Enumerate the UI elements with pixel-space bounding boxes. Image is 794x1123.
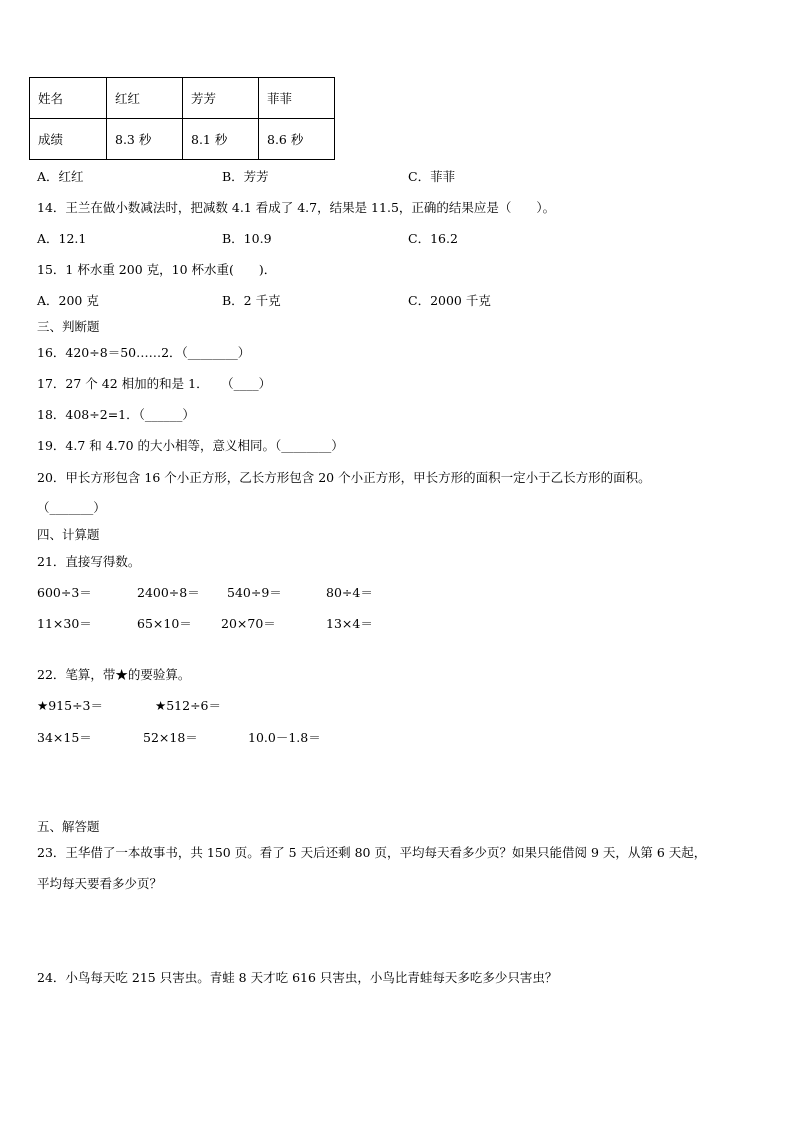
q20-text-line1: 20．甲长方形包含 16 个小正方形，乙长方形包含 20 个小正方形，甲长方形的面积一定小于乙长方形的面积。 bbox=[37, 470, 651, 485]
q13-option-c: C．菲菲 bbox=[408, 169, 456, 184]
q22-title: 22．笔算，带★的要验算。 bbox=[37, 667, 191, 682]
q21-item: 20×70＝ bbox=[221, 616, 276, 631]
q20-text-line2: （_______） bbox=[37, 500, 106, 515]
q21-item: 540÷9＝ bbox=[227, 585, 282, 600]
q14-option-a: A．12.1 bbox=[37, 231, 87, 246]
q13-option-b: B．芳芳 bbox=[222, 169, 269, 184]
q14-option-c: C．16.2 bbox=[408, 231, 458, 246]
q21-item: 11×30＝ bbox=[37, 616, 92, 631]
q22-item: ★512÷6＝ bbox=[155, 698, 221, 713]
q15-option-c: C．2000 千克 bbox=[408, 293, 491, 308]
table-cell: 芳芳 bbox=[183, 78, 259, 119]
q19-text: 19．4.7 和 4.70 的大小相等，意义相同。（________） bbox=[37, 438, 344, 453]
q21-item: 65×10＝ bbox=[137, 616, 192, 631]
q23-text-line1: 23．王华借了一本故事书，共 150 页。看了 5 天后还剩 80 页，平均每天看多少页？如果只能借阅 9 天，从第 6 天起， bbox=[37, 845, 707, 860]
table-row bbox=[30, 78, 335, 119]
table-cell: 8.6 秒 bbox=[259, 119, 335, 160]
q21-item: 2400÷8＝ bbox=[137, 585, 200, 600]
table-row bbox=[30, 119, 335, 160]
table-cell: 菲菲 bbox=[259, 78, 335, 119]
section-heading-word-problems: 五、解答题 bbox=[37, 819, 100, 834]
q14-text: 14．王兰在做小数减法时，把减数 4.1 看成了 4.7，结果是 11.5，正确的结果应是（ ）。 bbox=[37, 200, 556, 215]
table-cell: 成绩 bbox=[30, 119, 107, 160]
table-cell: 红红 bbox=[107, 78, 183, 119]
q21-title: 21．直接写得数。 bbox=[37, 554, 141, 569]
q15-text: 15．1 杯水重 200 克，10 杯水重( )． bbox=[37, 262, 277, 277]
q13-option-a: A．红红 bbox=[37, 169, 84, 184]
q21-item: 13×4＝ bbox=[326, 616, 373, 631]
q22-item: 52×18＝ bbox=[143, 730, 198, 745]
q21-item: 80÷4＝ bbox=[326, 585, 373, 600]
score-table bbox=[29, 77, 335, 160]
q23-text-line2: 平均每天要看多少页？ bbox=[37, 876, 163, 891]
q22-item: ★915÷3＝ bbox=[37, 698, 103, 713]
section-heading-judgement: 三、判断题 bbox=[37, 319, 100, 334]
q17-text: 17．27 个 42 相加的和是 1． （____） bbox=[37, 376, 272, 391]
q24-text: 24．小鸟每天吃 215 只害虫。青蛙 8 天才吃 616 只害虫，小鸟比青蛙每天多吃多少只害虫？ bbox=[37, 970, 558, 985]
q14-option-b: B．10.9 bbox=[222, 231, 272, 246]
q16-text: 16．420÷8＝50……2．（________） bbox=[37, 345, 251, 360]
q22-item: 10.0－1.8＝ bbox=[248, 730, 321, 745]
table-cell: 8.1 秒 bbox=[183, 119, 259, 160]
section-heading-calculation: 四、计算题 bbox=[37, 527, 100, 542]
q22-item: 34×15＝ bbox=[37, 730, 92, 745]
table-cell: 姓名 bbox=[30, 78, 107, 119]
q15-option-b: B．2 千克 bbox=[222, 293, 281, 308]
q18-text: 18．408÷2=1．（______） bbox=[37, 407, 195, 422]
table-cell: 8.3 秒 bbox=[107, 119, 183, 160]
q15-option-a: A．200 克 bbox=[37, 293, 99, 308]
q21-item: 600÷3＝ bbox=[37, 585, 92, 600]
